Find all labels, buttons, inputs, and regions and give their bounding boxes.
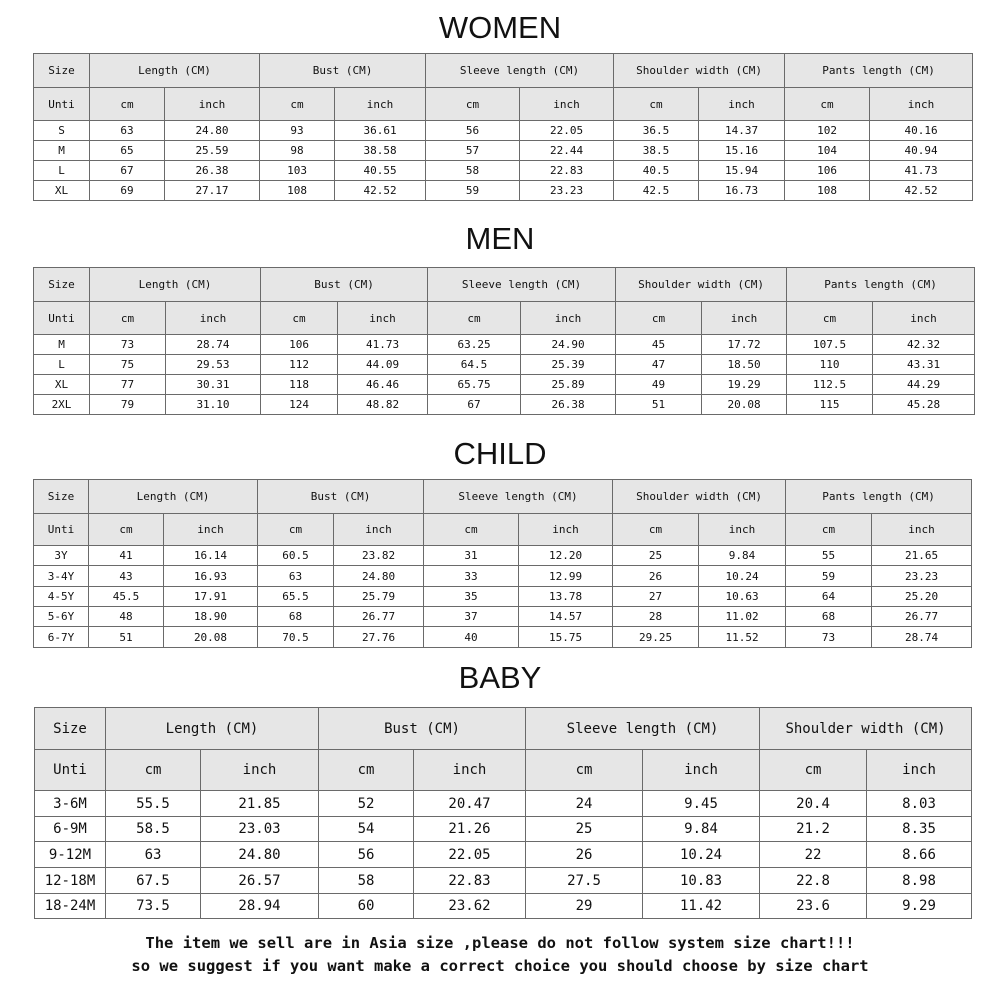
value-cell: 25.39 — [521, 355, 616, 375]
value-cell: 10.24 — [699, 566, 786, 587]
value-cell: 25.89 — [521, 375, 616, 395]
pants-header: Pants length (CM) — [786, 480, 972, 514]
men-size-table — [33, 267, 975, 415]
size-cell: L — [34, 161, 90, 181]
value-cell: 11.52 — [699, 627, 786, 648]
value-cell: 63 — [258, 566, 334, 587]
table-header-row — [35, 708, 972, 750]
size-chart-advice: so we suggest if you want make a correct choice you should choose by size chart — [131, 957, 869, 975]
unit-header: Unti — [35, 750, 106, 791]
value-cell: 21.2 — [760, 817, 867, 842]
value-cell: 24.80 — [334, 566, 424, 587]
inch-header: inch — [699, 88, 785, 121]
cm-header: cm — [261, 302, 338, 335]
value-cell: 14.57 — [519, 607, 613, 627]
cm-header: cm — [90, 302, 166, 335]
cm-header: cm — [616, 302, 702, 335]
table-row — [34, 121, 973, 141]
cm-header: cm — [106, 750, 201, 791]
value-cell: 44.29 — [873, 375, 975, 395]
value-cell: 106 — [261, 335, 338, 355]
size-cell: 3Y — [34, 546, 89, 566]
size-cell: 9-12M — [35, 842, 106, 868]
value-cell: 18.90 — [164, 607, 258, 627]
shoulder-header: Shoulder width (CM) — [613, 480, 786, 514]
inch-header: inch — [521, 302, 616, 335]
inch-header: inch — [643, 750, 760, 791]
value-cell: 42.5 — [614, 181, 699, 201]
value-cell: 26.77 — [334, 607, 424, 627]
shoulder-header: Shoulder width (CM) — [616, 268, 787, 302]
table-row — [35, 817, 972, 842]
value-cell: 31 — [424, 546, 519, 566]
value-cell: 63.25 — [428, 335, 521, 355]
value-cell: 54 — [319, 817, 414, 842]
value-cell: 42.52 — [870, 181, 973, 201]
size-header: Size — [35, 708, 106, 750]
value-cell: 20.08 — [164, 627, 258, 648]
size-header: Size — [34, 268, 90, 302]
value-cell: 29 — [526, 894, 643, 919]
size-cell: 4-5Y — [34, 587, 89, 607]
value-cell: 23.82 — [334, 546, 424, 566]
size-cell: M — [34, 141, 90, 161]
value-cell: 41.73 — [870, 161, 973, 181]
size-cell: 6-9M — [35, 817, 106, 842]
value-cell: 52 — [319, 791, 414, 817]
value-cell: 75 — [90, 355, 166, 375]
size-cell: 2XL — [34, 395, 90, 415]
unit-header: Unti — [34, 514, 89, 546]
inch-header: inch — [873, 302, 975, 335]
sleeve-header: Sleeve length (CM) — [424, 480, 613, 514]
value-cell: 24.80 — [165, 121, 260, 141]
value-cell: 40.16 — [870, 121, 973, 141]
table-row — [34, 607, 972, 627]
value-cell: 10.24 — [643, 842, 760, 868]
table-row — [34, 161, 973, 181]
value-cell: 55 — [786, 546, 872, 566]
value-cell: 58 — [319, 868, 414, 894]
value-cell: 20.47 — [414, 791, 526, 817]
inch-header: inch — [201, 750, 319, 791]
value-cell: 45.5 — [89, 587, 164, 607]
value-cell: 40 — [424, 627, 519, 648]
value-cell: 56 — [319, 842, 414, 868]
cm-header: cm — [614, 88, 699, 121]
table-unit-row — [34, 88, 973, 121]
value-cell: 58.5 — [106, 817, 201, 842]
value-cell: 9.84 — [699, 546, 786, 566]
inch-header: inch — [867, 750, 972, 791]
value-cell: 36.61 — [335, 121, 426, 141]
size-cell: 3-6M — [35, 791, 106, 817]
value-cell: 73 — [90, 335, 166, 355]
value-cell: 13.78 — [519, 587, 613, 607]
bust-header: Bust (CM) — [260, 54, 426, 88]
shoulder-header: Shoulder width (CM) — [614, 54, 785, 88]
size-cell: L — [34, 355, 90, 375]
inch-header: inch — [872, 514, 972, 546]
value-cell: 56 — [426, 121, 520, 141]
value-cell: 41 — [89, 546, 164, 566]
value-cell: 24.80 — [201, 842, 319, 868]
value-cell: 108 — [260, 181, 335, 201]
value-cell: 64 — [786, 587, 872, 607]
value-cell: 22.83 — [414, 868, 526, 894]
value-cell: 41.73 — [338, 335, 428, 355]
table-row — [34, 181, 973, 201]
value-cell: 22.05 — [414, 842, 526, 868]
value-cell: 73.5 — [106, 894, 201, 919]
value-cell: 106 — [785, 161, 870, 181]
length-header: Length (CM) — [106, 708, 319, 750]
value-cell: 26 — [613, 566, 699, 587]
value-cell: 8.98 — [867, 868, 972, 894]
value-cell: 43 — [89, 566, 164, 587]
value-cell: 36.5 — [614, 121, 699, 141]
inch-header: inch — [519, 514, 613, 546]
value-cell: 27 — [613, 587, 699, 607]
length-header: Length (CM) — [89, 480, 258, 514]
value-cell: 23.03 — [201, 817, 319, 842]
value-cell: 22.05 — [520, 121, 614, 141]
men-title: MEN — [465, 221, 535, 256]
inch-header: inch — [702, 302, 787, 335]
value-cell: 8.03 — [867, 791, 972, 817]
value-cell: 26.77 — [872, 607, 972, 627]
value-cell: 103 — [260, 161, 335, 181]
value-cell: 27.17 — [165, 181, 260, 201]
value-cell: 47 — [616, 355, 702, 375]
table-row — [35, 868, 972, 894]
value-cell: 31.10 — [166, 395, 261, 415]
value-cell: 27.5 — [526, 868, 643, 894]
value-cell: 68 — [258, 607, 334, 627]
value-cell: 67 — [90, 161, 165, 181]
shoulder-header: Shoulder width (CM) — [760, 708, 972, 750]
value-cell: 23.23 — [872, 566, 972, 587]
value-cell: 112 — [261, 355, 338, 375]
value-cell: 40.94 — [870, 141, 973, 161]
value-cell: 16.93 — [164, 566, 258, 587]
value-cell: 29.25 — [613, 627, 699, 648]
value-cell: 18.50 — [702, 355, 787, 375]
value-cell: 20.08 — [702, 395, 787, 415]
value-cell: 115 — [787, 395, 873, 415]
value-cell: 9.29 — [867, 894, 972, 919]
value-cell: 63 — [106, 842, 201, 868]
value-cell: 14.37 — [699, 121, 785, 141]
value-cell: 16.14 — [164, 546, 258, 566]
cm-header: cm — [613, 514, 699, 546]
inch-header: inch — [334, 514, 424, 546]
value-cell: 26.38 — [521, 395, 616, 415]
value-cell: 44.09 — [338, 355, 428, 375]
bust-header: Bust (CM) — [319, 708, 526, 750]
value-cell: 43.31 — [873, 355, 975, 375]
value-cell: 60.5 — [258, 546, 334, 566]
value-cell: 108 — [785, 181, 870, 201]
value-cell: 79 — [90, 395, 166, 415]
sleeve-header: Sleeve length (CM) — [426, 54, 614, 88]
cm-header: cm — [258, 514, 334, 546]
value-cell: 12.20 — [519, 546, 613, 566]
value-cell: 15.94 — [699, 161, 785, 181]
bust-header: Bust (CM) — [258, 480, 424, 514]
pants-header: Pants length (CM) — [785, 54, 973, 88]
table-row — [35, 791, 972, 817]
value-cell: 57 — [426, 141, 520, 161]
value-cell: 42.32 — [873, 335, 975, 355]
value-cell: 25.20 — [872, 587, 972, 607]
table-row — [35, 842, 972, 868]
value-cell: 19.29 — [702, 375, 787, 395]
unit-header: Unti — [34, 88, 90, 121]
value-cell: 12.99 — [519, 566, 613, 587]
size-header: Size — [34, 54, 90, 88]
value-cell: 42.52 — [335, 181, 426, 201]
cm-header: cm — [89, 514, 164, 546]
value-cell: 51 — [89, 627, 164, 648]
value-cell: 28.74 — [166, 335, 261, 355]
value-cell: 59 — [426, 181, 520, 201]
women-title: WOMEN — [438, 10, 562, 45]
value-cell: 10.83 — [643, 868, 760, 894]
value-cell: 46.46 — [338, 375, 428, 395]
value-cell: 77 — [90, 375, 166, 395]
value-cell: 93 — [260, 121, 335, 141]
value-cell: 73 — [786, 627, 872, 648]
value-cell: 28.94 — [201, 894, 319, 919]
value-cell: 69 — [90, 181, 165, 201]
value-cell: 22.8 — [760, 868, 867, 894]
value-cell: 55.5 — [106, 791, 201, 817]
value-cell: 40.5 — [614, 161, 699, 181]
value-cell: 107.5 — [787, 335, 873, 355]
cm-header: cm — [786, 514, 872, 546]
value-cell: 25.79 — [334, 587, 424, 607]
table-unit-row — [34, 514, 972, 546]
value-cell: 59 — [786, 566, 872, 587]
inch-header: inch — [414, 750, 526, 791]
inch-header: inch — [338, 302, 428, 335]
value-cell: 26 — [526, 842, 643, 868]
value-cell: 58 — [426, 161, 520, 181]
value-cell: 45.28 — [873, 395, 975, 415]
value-cell: 22.83 — [520, 161, 614, 181]
value-cell: 112.5 — [787, 375, 873, 395]
value-cell: 24.90 — [521, 335, 616, 355]
value-cell: 118 — [261, 375, 338, 395]
inch-header: inch — [699, 514, 786, 546]
table-row — [34, 355, 975, 375]
value-cell: 25.59 — [165, 141, 260, 161]
table-unit-row — [35, 750, 972, 791]
size-cell: 6-7Y — [34, 627, 89, 648]
sleeve-header: Sleeve length (CM) — [526, 708, 760, 750]
pants-header: Pants length (CM) — [787, 268, 975, 302]
value-cell: 15.75 — [519, 627, 613, 648]
value-cell: 28.74 — [872, 627, 972, 648]
asia-size-notice: The item we sell are in Asia size ,please do not follow system size chart!!! — [145, 934, 855, 952]
value-cell: 30.31 — [166, 375, 261, 395]
size-header: Size — [34, 480, 89, 514]
baby-size-table — [34, 707, 972, 919]
table-row — [34, 335, 975, 355]
inch-header: inch — [870, 88, 973, 121]
value-cell: 67.5 — [106, 868, 201, 894]
table-row — [34, 395, 975, 415]
value-cell: 23.23 — [520, 181, 614, 201]
table-header-row — [34, 54, 973, 88]
value-cell: 9.45 — [643, 791, 760, 817]
value-cell: 65.5 — [258, 587, 334, 607]
value-cell: 8.66 — [867, 842, 972, 868]
value-cell: 35 — [424, 587, 519, 607]
value-cell: 64.5 — [428, 355, 521, 375]
inch-header: inch — [520, 88, 614, 121]
value-cell: 70.5 — [258, 627, 334, 648]
cm-header: cm — [787, 302, 873, 335]
size-cell: XL — [34, 375, 90, 395]
cm-header: cm — [428, 302, 521, 335]
value-cell: 49 — [616, 375, 702, 395]
inch-header: inch — [166, 302, 261, 335]
table-row — [34, 375, 975, 395]
value-cell: 98 — [260, 141, 335, 161]
value-cell: 11.02 — [699, 607, 786, 627]
length-header: Length (CM) — [90, 268, 261, 302]
cm-header: cm — [526, 750, 643, 791]
value-cell: 15.16 — [699, 141, 785, 161]
sleeve-header: Sleeve length (CM) — [428, 268, 616, 302]
value-cell: 38.5 — [614, 141, 699, 161]
value-cell: 48 — [89, 607, 164, 627]
value-cell: 27.76 — [334, 627, 424, 648]
cm-header: cm — [424, 514, 519, 546]
value-cell: 65 — [90, 141, 165, 161]
child-title: CHILD — [453, 436, 547, 471]
value-cell: 63 — [90, 121, 165, 141]
value-cell: 21.26 — [414, 817, 526, 842]
size-cell: M — [34, 335, 90, 355]
table-header-row — [34, 480, 972, 514]
bust-header: Bust (CM) — [261, 268, 428, 302]
value-cell: 11.42 — [643, 894, 760, 919]
value-cell: 28 — [613, 607, 699, 627]
table-unit-row — [34, 302, 975, 335]
cm-header: cm — [90, 88, 165, 121]
cm-header: cm — [319, 750, 414, 791]
value-cell: 9.84 — [643, 817, 760, 842]
value-cell: 124 — [261, 395, 338, 415]
value-cell: 22.44 — [520, 141, 614, 161]
value-cell: 48.82 — [338, 395, 428, 415]
value-cell: 65.75 — [428, 375, 521, 395]
value-cell: 51 — [616, 395, 702, 415]
women-size-table — [33, 53, 973, 201]
table-row — [34, 566, 972, 587]
value-cell: 21.65 — [872, 546, 972, 566]
value-cell: 33 — [424, 566, 519, 587]
size-cell: 3-4Y — [34, 566, 89, 587]
value-cell: 38.58 — [335, 141, 426, 161]
value-cell: 25 — [526, 817, 643, 842]
value-cell: 25 — [613, 546, 699, 566]
value-cell: 23.6 — [760, 894, 867, 919]
value-cell: 21.85 — [201, 791, 319, 817]
table-row — [34, 546, 972, 566]
cm-header: cm — [760, 750, 867, 791]
cm-header: cm — [785, 88, 870, 121]
value-cell: 68 — [786, 607, 872, 627]
table-row — [34, 141, 973, 161]
value-cell: 29.53 — [166, 355, 261, 375]
size-cell: 18-24M — [35, 894, 106, 919]
value-cell: 104 — [785, 141, 870, 161]
cm-header: cm — [260, 88, 335, 121]
value-cell: 16.73 — [699, 181, 785, 201]
inch-header: inch — [164, 514, 258, 546]
value-cell: 26.38 — [165, 161, 260, 181]
value-cell: 17.91 — [164, 587, 258, 607]
table-row — [34, 587, 972, 607]
table-row — [35, 894, 972, 919]
size-cell: 12-18M — [35, 868, 106, 894]
child-size-table — [33, 479, 972, 648]
size-cell: 5-6Y — [34, 607, 89, 627]
value-cell: 102 — [785, 121, 870, 141]
value-cell: 40.55 — [335, 161, 426, 181]
size-cell: S — [34, 121, 90, 141]
unit-header: Unti — [34, 302, 90, 335]
baby-title: BABY — [458, 660, 542, 695]
value-cell: 24 — [526, 791, 643, 817]
value-cell: 67 — [428, 395, 521, 415]
table-header-row — [34, 268, 975, 302]
value-cell: 22 — [760, 842, 867, 868]
value-cell: 8.35 — [867, 817, 972, 842]
table-row — [34, 627, 972, 648]
size-cell: XL — [34, 181, 90, 201]
length-header: Length (CM) — [90, 54, 260, 88]
value-cell: 26.57 — [201, 868, 319, 894]
value-cell: 23.62 — [414, 894, 526, 919]
inch-header: inch — [165, 88, 260, 121]
value-cell: 20.4 — [760, 791, 867, 817]
value-cell: 37 — [424, 607, 519, 627]
value-cell: 45 — [616, 335, 702, 355]
cm-header: cm — [426, 88, 520, 121]
inch-header: inch — [335, 88, 426, 121]
value-cell: 10.63 — [699, 587, 786, 607]
value-cell: 110 — [787, 355, 873, 375]
value-cell: 17.72 — [702, 335, 787, 355]
value-cell: 60 — [319, 894, 414, 919]
